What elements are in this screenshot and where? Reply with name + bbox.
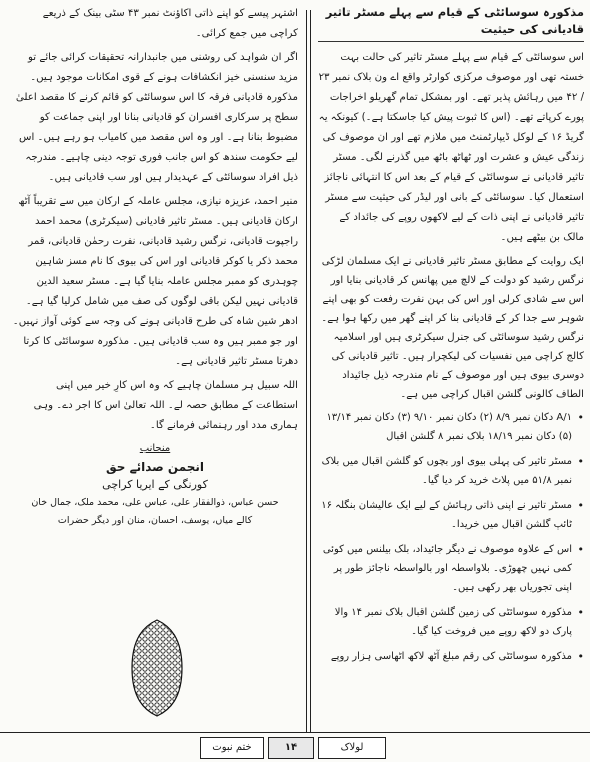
list-item: • A/۱ دکان نمبر ۸/۹ (۲) دکان نمبر ۹/۱۰ (۳) دکان نمبر ۱۳/۱۴ (۵) دکان نمبر ۱۸/۱۹ بلاک نمبر ۸ گلشن اقبال <box>318 408 584 446</box>
list-item: • مسٹر تاثیر نے اپنی ذاتی رہائش کے لیے ایک عالیشان بنگلہ ۱۶ ٹائپ گلشن اقبال میں خریدا۔ <box>318 496 584 534</box>
signatory-names: حسن عباس، ذوالفقار علی، عباس علی، محمد ملک، جمال خان <box>31 497 279 508</box>
paragraph: اگر ان شواہد کی روشنی میں جانبدارانہ تحقیقات کرائی جائے تو مزید سنسنی خیز انکشافات ہونے کے قوی امکانات موجود ہیں۔ مذکورہ قادیانی فرقہ کا اس سوسائٹی کو قائم کرنے کا مقصد اعلیٰ سطح پر سرکاری افسران کو قادیانی بنانا اور اپنی جماعت کو مضبوط بنانا ہے۔ اور وہ اس مقصد میں کامیاب ہو رہے ہیں۔ اس لیے حکومت سندھ کو اس جانب فوری توجہ دینی چاہیے۔ مندرجہ ذیل افراد سوسائٹی کے عہدیدار ہیں اور سب قادیانی ہیں۔ <box>15 52 298 183</box>
article-heading: مذکورہ سوسائٹی کے قیام سے پہلے مسٹر تاثیر قادیانی کی حیثیت <box>318 4 584 42</box>
list-item: • مذکورہ سوسائٹی کی زمین گلشن اقبال بلاک نمبر ۱۴ والا پارک دو لاکھ روپے میں فروخت کیا گیا۔ <box>318 603 584 641</box>
list-item: • اس کے علاوہ موصوف نے دیگر جائیداد، بلک بیلنس میں کوئی کمی نہیں چھوڑی۔ بلاواسطہ اور بالواسطہ ناجائز طور پر اپنی تجوریاں بھر رکھی ہیں۔ <box>318 540 584 597</box>
right-column <box>318 4 584 672</box>
document-page <box>6 4 584 732</box>
page-footer <box>0 732 590 762</box>
property-list <box>318 408 584 666</box>
left-column <box>12 4 298 530</box>
paragraph: منیر احمد، عزیزہ نیازی، مجلس عاملہ کے ارکان میں سے تقریباً آٹھ ارکان قادیانی ہیں۔ مسٹر تاثیر قادیانی (سیکرٹری) محمد احمد راجپوت قادیانی، نرگس رشید قادیانی، نفرت رحمٰن قادیانی، قمر محمد ذکر یا کوکر قادیانی اور اس کی بیوی کا نام مسز شاہین چوہدری کو ممبر مجلس عاملہ بنایا گیا ہے۔ مسٹر سعید الدین قادیانی نہیں لیکن باقی لوگوں کی صف میں شامل کرلیا گیا ہے۔ ادھر شین شاہ کی طرح قادیانی ہونے کی وجہ سے کوئی آواز نہیں۔ اور جو ممبر ہیں وہ سب قادیانی ہیں۔ مذکورہ سوسائٹی کا کرتا دھرتا مسٹر تاثیر قادیانی ہے۔ <box>12 196 298 367</box>
paragraph: اشتہر پیسے کو اپنے ذاتی اکاؤنٹ نمبر ۴۳ سٹی بینک کے ذریعے کراچی میں جمع کرائی۔ <box>42 8 298 39</box>
signature-block <box>12 440 298 530</box>
organization-name: انجمن صدائے حق <box>105 460 205 474</box>
page-number: ۱۴ <box>268 737 314 759</box>
list-item: • مسٹر تاثیر کی پہلی بیوی اور بچوں کو گلشن اقبال میں بلاک نمبر ۵۱/۸ میں پلاٹ خرید کر دیا گیا۔ <box>318 452 584 490</box>
column-divider <box>306 10 311 732</box>
footer-magazine-name: ختم نبوت <box>200 737 264 759</box>
signature-label: منجانب <box>139 443 171 454</box>
list-item: • مذکورہ سوسائٹی کی رقم مبلغ آٹھ لاکھ اٹھاسی ہزار روپے <box>318 647 584 666</box>
decorative-ornament-icon <box>130 618 184 718</box>
footer-section-name: لولاک <box>318 737 386 759</box>
paragraph: ایک روایت کے مطابق مسٹر تاثیر قادیانی نے ایک مسلمان لڑکی نرگس رشید کو دولت کے لالچ میں پھانس کر قادیانی بنایا اور اس سے شادی کرلی اور اس کی بہن نفرت رفعت کو بھی اپنے شوہر سے جدا کر کے قادیانی بنا کر اپنے گھر میں رکھا ہوا ہے۔ نرگس رشید سوسائٹی کی جنرل سیکرٹری ہیں اور اسلامیہ کالج کراچی میں نفسیات کی لیکچرار ہیں۔ تاثیر قادیانی کی دوسری بیوی ہیں اور موصوف کے نام مندرجہ ذیل جائیداد الطاف کالونی گلشن اقبال کراچی میں ہے۔ <box>321 256 584 400</box>
paragraph: اللہ سبیل ہر مسلمان چاہیے کہ وہ اس کارِ خیر میں اپنی استطاعت کے مطابق حصہ لے۔ اللہ تعالیٰ اس کا اجر دے۔ وہی ہماری مدد اور رہنمائی فرمانے گا۔ <box>33 380 298 431</box>
signatory-names: کالے میاں، یوسف، احسان، منان اور دیگر حضرات <box>57 515 253 526</box>
organization-area: کورنگی کے ایریا کراچی <box>102 478 208 491</box>
paragraph: اس سوسائٹی کے قیام سے پہلے مسٹر تاثیر کی حالت بہت خستہ تھی اور موصوف مرکزی کوارٹر واقع اے ون بلاک نمبر ۲۳ / ۴۲ میں رہائش پذیر تھے۔ اور بمشکل تمام گھریلو اخراجات پورے کرپاتے تھے۔ (اس کا ثبوت پیش کیا جاسکتا ہے۔) کیونکہ یہ گریڈ ۱۶ کے لوکل ڈیپارٹمنٹ میں ملازم تھے اور ان موصوف کی زندگی عیش و عشرت اور ٹھاٹھ باٹھ میں گذرنے لگی۔ مسٹر تاثیر قادیانی نے سوسائٹی کے قیام کے بعد اس کا انتہائی ناجائز استعمال کیا۔ سوسائٹی کے بانی اور لیڈر کی حیثیت سے مسٹر تاثیر قادیانی نے اپنی ذات کے لیے لاکھوں روپے کی جائداد کے مالک بن بیٹھے ہیں۔ <box>318 52 584 243</box>
